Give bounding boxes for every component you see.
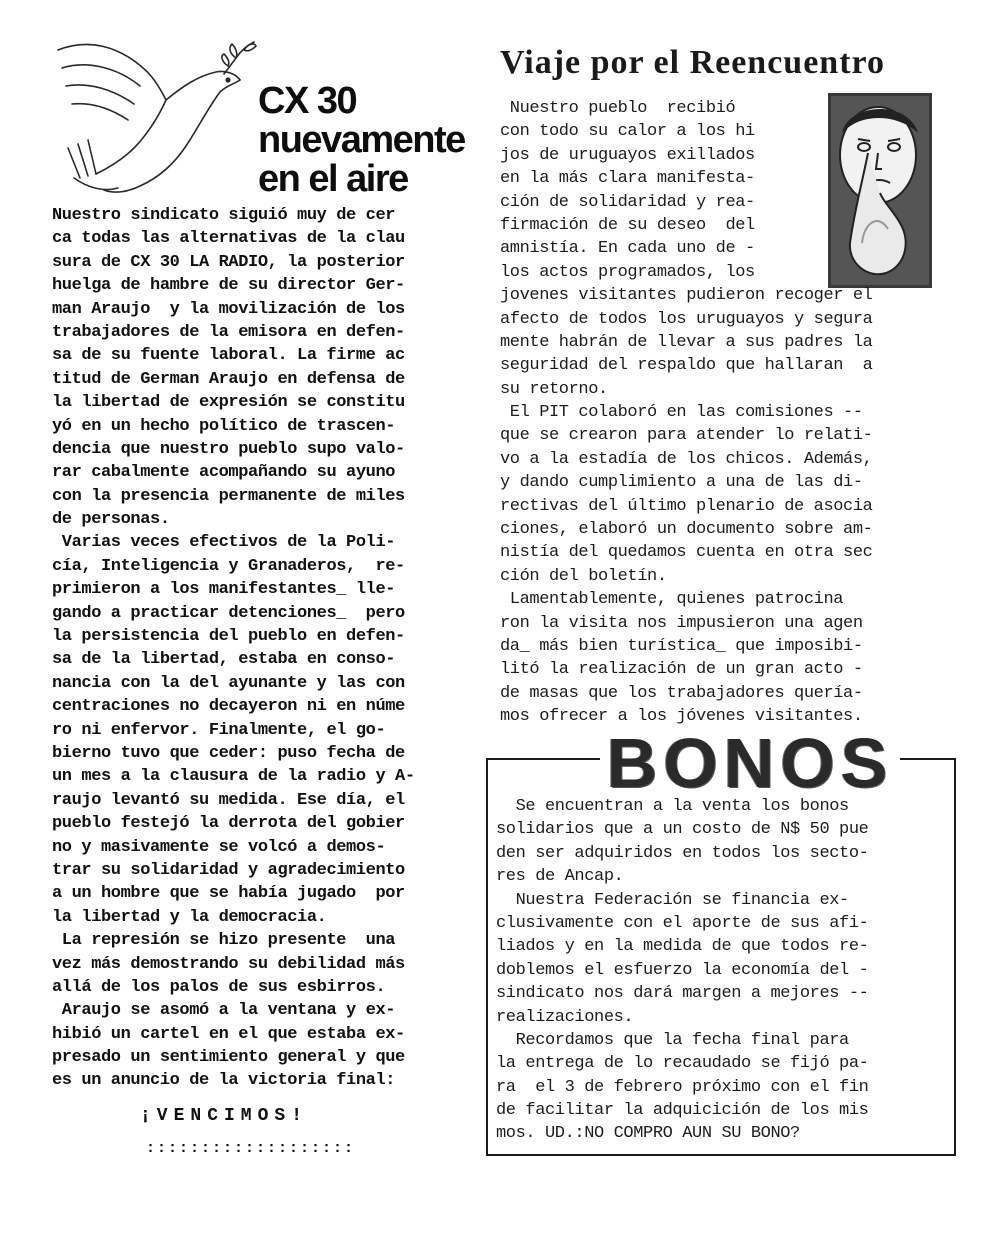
text-line: liados y en la medida de que todos re-	[496, 937, 869, 957]
text-line: mos ofrecer a los jóvenes visitantes.	[500, 707, 863, 727]
text-line: sa de su fuente laboral. La firme ac	[52, 346, 405, 366]
text-line: Nuestra Federación se financia ex-	[496, 890, 849, 910]
text-line: que se crearon para atender lo relati-	[500, 426, 873, 446]
text-line: den ser adquiridos en todos los secto-	[496, 843, 869, 863]
cx30-headline	[258, 82, 498, 199]
text-line: jos de uruguayos exillados	[500, 145, 755, 165]
text-line: ción del boletín.	[500, 566, 667, 586]
text-line: El PIT colaboró en las comisiones --	[500, 403, 863, 423]
text-line: ron la visita nos impusieron una agen	[500, 613, 863, 633]
text-line: ro ni enfervor. Finalmente, el go-	[52, 720, 386, 740]
text-line: no y masivamente se volcó a demos-	[52, 837, 386, 857]
text-line: la persistencia del pueblo en defen-	[52, 627, 405, 647]
text-line: man Araujo y la movilización de los	[52, 299, 405, 319]
bonos-body	[496, 795, 956, 1146]
text-line: con todo su calor a los hi	[500, 122, 755, 142]
text-line: ciones, elaboró un documento sobre am-	[500, 520, 873, 540]
text-line: nancia con la del ayunante y las con	[52, 673, 405, 693]
text-line: de personas.	[52, 510, 170, 530]
text-line: cía, Inteligencia y Granaderos, re-	[52, 556, 405, 576]
text-line: da_ más bien turística_ que imposibi-	[500, 636, 863, 656]
text-line: a un hombre que se había jugado por	[52, 884, 405, 904]
text-line: con la presencia permanente de miles	[52, 486, 405, 506]
text-line: Varias veces efectivos de la Poli-	[52, 533, 396, 553]
text-line: la libertad de expresión se constitu	[52, 393, 405, 413]
text-line: res de Ancap.	[496, 867, 624, 887]
dove-icon	[48, 28, 258, 203]
text-line: primieron a los manifestantes_ lle-	[52, 580, 396, 600]
text-line: ción de solidaridad y rea-	[500, 192, 755, 212]
text-line: de facilitar la adquicición de los mis	[496, 1101, 869, 1121]
text-line: Recordamos que la fecha final para	[496, 1030, 849, 1050]
text-line: mente habrán de llevar a sus padres la	[500, 332, 873, 352]
text-line: Nuestro sindicato siguió muy de cer	[52, 206, 396, 225]
text-line: nistía del quedamos cuenta en otra sec	[500, 543, 873, 563]
text-line: mos. UD.:NO COMPRO AUN SU BONO?	[496, 1124, 800, 1144]
text-line: raujo levantó su medida. Ese día, el	[52, 790, 405, 810]
text-line: la entrega de lo recaudado se fijó pa-	[496, 1054, 869, 1074]
text-line: es un anuncio de la victoria final:	[52, 1071, 396, 1091]
cx30-headline-line: nuevamente	[258, 119, 465, 161]
viaje-headline: Viaje por el Reencuentro	[500, 44, 886, 81]
text-line: litó la realización de un gran acto -	[500, 660, 863, 680]
text-line: trar su solidaridad y agradecimiento	[52, 860, 405, 880]
text-line: afecto de todos los uruguayos y segura	[500, 309, 873, 329]
text-line: presado un sentimiento general y que	[52, 1048, 405, 1068]
text-line: la libertad y la democracia.	[52, 907, 327, 927]
text-line: huelga de hambre de su director Ger-	[52, 276, 405, 296]
text-line: clusivamente con el aporte de sus afi-	[496, 913, 869, 933]
text-line: hibió un cartel en el que estaba ex-	[52, 1024, 405, 1044]
text-line: su retorno.	[500, 379, 608, 399]
text-line: trabajadores de la emisora en defen-	[52, 322, 405, 342]
text-line: los actos programados, los	[500, 262, 755, 282]
text-line: bierno tuvo que ceder: puso fecha de	[52, 743, 405, 763]
text-line: ca todas las alternativas de la clau	[52, 229, 405, 249]
text-line: Nuestro pueblo recibió	[500, 99, 736, 118]
text-line: sura de CX 30 LA RADIO, la posterior	[52, 252, 405, 272]
text-line: doblemos el esfuerzo la economía del -	[496, 960, 869, 980]
text-line: titud de German Araujo en defensa de	[52, 369, 405, 389]
text-line: vez más demostrando su debilidad más	[52, 954, 405, 974]
text-line: seguridad del respaldo que hallaran a	[500, 356, 873, 376]
text-line: y dando cumplimiento a una de las di-	[500, 473, 863, 493]
text-line: solidarios que a un costo de N$ 50 pue	[496, 820, 869, 840]
bonos-headline: BONOS	[600, 728, 900, 798]
text-line: vo a la estadía de los chicos. Además,	[500, 449, 873, 469]
text-line: Araujo se asomó a la ventana y ex-	[52, 1001, 396, 1021]
text-line: gando a practicar detenciones_ pero	[52, 603, 405, 623]
text-line: ra el 3 de febrero próximo con el fin	[496, 1077, 869, 1097]
text-line: dencia que nuestro pueblo supo valo-	[52, 439, 405, 459]
text-line: allá de los palos de sus esbirros.	[52, 977, 386, 997]
text-line: amnistía. En cada uno de -	[500, 239, 755, 259]
text-line: yó en un hecho político de trascen-	[52, 416, 396, 436]
cx30-headline-line: CX 30	[258, 80, 357, 122]
text-line: La represión se hizo presente una	[52, 931, 396, 951]
dotted-separator: :::::::::::::::::::	[146, 1140, 356, 1157]
text-line: pueblo festejó la derrota del gobier	[52, 814, 405, 834]
text-line: sa de la libertad, estaba en conso-	[52, 650, 396, 670]
cx30-article-body	[52, 204, 482, 1093]
text-line: realizaciones.	[496, 1007, 634, 1027]
vencimos-closing: ¡VENCIMOS!	[140, 1106, 309, 1126]
text-line: centraciones no decayeron ni en núme	[52, 697, 405, 717]
text-line: de masas que los trabajadores quería-	[500, 683, 863, 703]
text-line: sindicato nos dará margen a mejores --	[496, 984, 869, 1004]
viaje-article-body	[500, 97, 960, 729]
cx30-headline-line: en el aire	[258, 158, 408, 200]
text-line: un mes a la clausura de la radio y A-	[52, 767, 415, 787]
text-line: en la más clara manifesta-	[500, 169, 755, 189]
text-line: Se encuentran a la venta los bonos	[496, 797, 849, 816]
text-line: rectivas del último plenario de asocia	[500, 496, 873, 516]
text-line: firmación de su deseo del	[500, 215, 755, 235]
text-line: Lamentablemente, quienes patrocina	[500, 590, 844, 610]
text-line: rar cabalmente acompañando su ayuno	[52, 463, 396, 483]
text-line: jovenes visitantes pudieron recoger el	[500, 286, 873, 306]
